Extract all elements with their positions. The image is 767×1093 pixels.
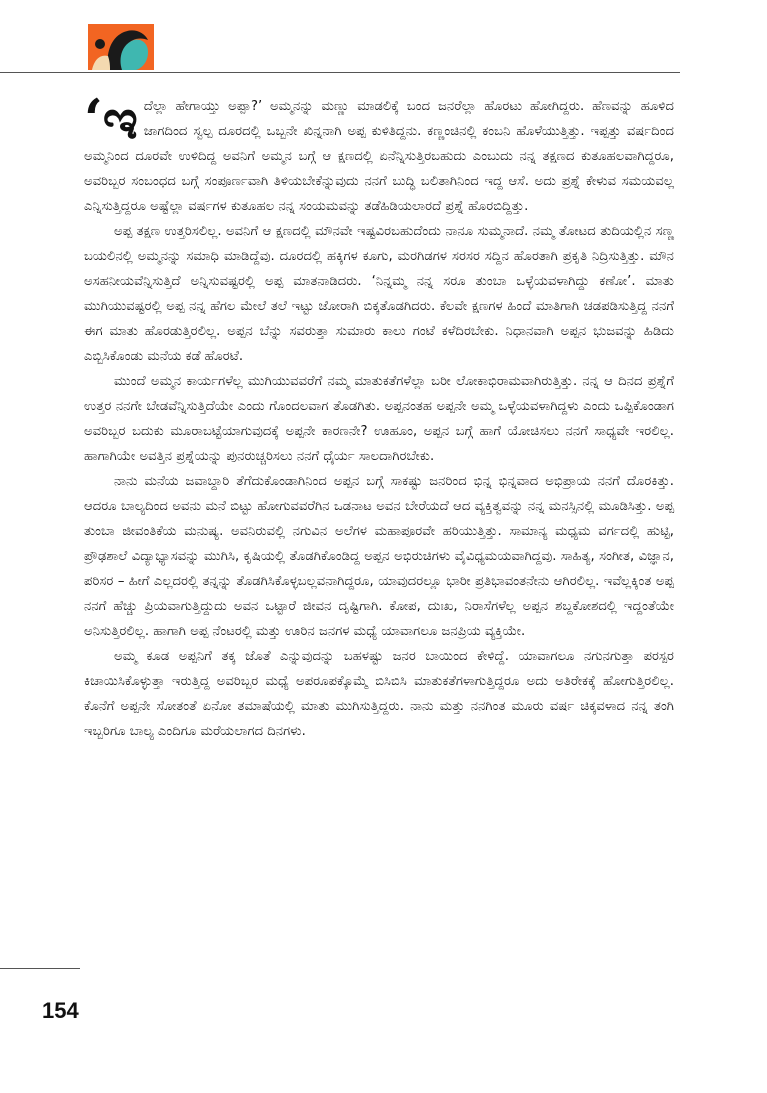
article-body bbox=[84, 87, 674, 744]
paragraph-5: ಅಮ್ಮ ಕೂಡ ಅಪ್ಪನಿಗೆ ತಕ್ಕ ಜೊತೆ ಎನ್ನುವುದನ್ನು ಬಹಳಷ್ಟು ಜನರ ಬಾಯಿಂದ ಕೇಳಿದ್ದೆ. ಯಾವಾಗಲೂ ನಗುನಗುತ್ತಾ ಪರಸ್ಪರ ಕಿಚಾಯಿಸಿಕೊಳ್ಳುತ್ತಾ ಇರುತ್ತಿದ್ದ ಅವರಿಬ್ಬರ ಮಧ್ಯೆ ಅಪರೂಪಕ್ಕೊಮ್ಮೆ ಬಿಸಿಬಿಸಿ ಮಾತುಕತೆಗಳಾಗುತ್ತಿದ್ದರೂ ಅದು ಅತಿರೇಕಕ್ಕೆ ಹೋಗುತ್ತಿರಲಿಲ್ಲ. ಕೊನೆಗೆ ಅಪ್ಪನೇ ಸೋತಂತೆ ಏನೋ ತಮಾಷೆಯಲ್ಲಿ ಮಾತು ಮುಗಿಸುತ್ತಿದ್ದರು. ನಾನು ಮತ್ತು ನನಗಿಂತ ಮೂರು ವರ್ಷ ಚಿಕ್ಕವಳಾದ ನನ್ನ ತಂಗಿ ಇಬ್ಬರಿಗೂ ಬಾಲ್ಯ ಎಂದಿಗೂ ಮರೆಯಲಾಗದ ದಿನಗಳು. bbox=[84, 649, 674, 739]
paragraph-4: ನಾನು ಮನೆಯ ಜವಾಬ್ದಾರಿ ತೆಗೆದುಕೊಂಡಾಗಿನಿಂದ ಅಪ್ಪನ ಬಗ್ಗೆ ಸಾಕಷ್ಟು ಜನರಿಂದ ಭಿನ್ನ ಭಿನ್ನವಾದ ಅಭಿಪ್ರಾಯ ನನಗೆ ದೊರಕಿತ್ತು. ಆದರೂ ಬಾಲ್ಯದಿಂದ ಅವನು ಮನೆ ಬಿಟ್ಟು ಹೋಗುವವರೆಗಿನ ಒಡನಾಟ ಅವನ ಬೇರೆಯದೆ ಆದ ವ್ಯಕ್ತಿತ್ವವನ್ನು ನನ್ನ ಮನಸ್ಸಿನಲ್ಲಿ ಮೂಡಿಸಿತ್ತು. ಅಪ್ಪ ತುಂಬಾ ಜೀವಂತಿಕೆಯ ಮನುಷ್ಯ. ಅವನಿರುವಲ್ಲಿ ನಗುವಿನ ಅಲೆಗಳ ಮಹಾಪೂರವೇ ಹರಿಯುತ್ತಿತ್ತು. ಸಾಮಾನ್ಯ ಮಧ್ಯಮ ವರ್ಗದಲ್ಲಿ ಹುಟ್ಟಿ, ಪ್ರೌಢಶಾಲೆ ವಿದ್ಯಾಭ್ಯಾಸವನ್ನು ಮುಗಿಸಿ, ಕೃಷಿಯಲ್ಲಿ ತೊಡಗಿಕೊಂಡಿದ್ದ ಅಪ್ಪನ ಅಭಿರುಚಿಗಳು ವೈವಿಧ್ಯಮಯವಾಗಿದ್ದವು. ಸಾಹಿತ್ಯ, ಸಂಗೀತ, ವಿಜ್ಞಾನ, ಪರಿಸರ – ಹೀಗೆ ಎಲ್ಲದರಲ್ಲಿ ತನ್ನನ್ನು ತೊಡಗಿಸಿಕೊಳ್ಳಬಲ್ಲವನಾಗಿದ್ದರೂ, ಯಾವುದರಲ್ಲೂ ಭಾರೀ ಪ್ರತಿಭಾವಂತನೇನು ಆಗಿರಲಿಲ್ಲ. ಇವೆಲ್ಲಕ್ಕಿಂತ ಅಪ್ಪ ನನಗೆ ಹೆಚ್ಚು ಪ್ರಿಯವಾಗುತ್ತಿದ್ದುದು ಅವನ ಒಟ್ಟಾರೆ ಜೀವನ ದೃಷ್ಟಿಗಾಗಿ. ಕೋಪ, ದುಃಖ, ನಿರಾಸೆಗಳೆಲ್ಲ ಅಪ್ಪನ ಶಬ್ದಕೋಶದಲ್ಲಿ ಇದ್ದಂತೆಯೇ ಅನಿಸುತ್ತಿರಲಿಲ್ಲ. ಹಾಗಾಗಿ ಅಪ್ಪ ನೆಂಟರಲ್ಲಿ ಮತ್ತು ಊರಿನ ಜನಗಳ ಮಧ್ಯೆ ಯಾವಾಗಲೂ ಜನಪ್ರಿಯ ವ್ಯಕ್ತಿಯೇ. bbox=[84, 474, 674, 639]
face-illustration-icon bbox=[88, 24, 154, 70]
header-divider bbox=[0, 72, 680, 73]
page-number: 154 bbox=[42, 998, 79, 1023]
paragraph-1-text: ದೆಲ್ಲಾ ಹೇಗಾಯ್ತು ಅಪ್ಪಾ?’ ಅಮ್ಮನನ್ನು ಮಣ್ಣು ಮಾಡಲಿಕ್ಕೆ ಬಂದ ಜನರೆಲ್ಲಾ ಹೊರಟು ಹೋಗಿದ್ದರು. ಹೆಣವನ್ನು ಹೂಳಿದ ಜಾಗದಿಂದ ಸ್ವಲ್ಪ ದೂರದಲ್ಲಿ ಒಬ್ಬನೇ ಖಿನ್ನನಾಗಿ ಅಪ್ಪ ಕುಳಿತಿದ್ದನು. ಕಣ್ಣಂಚಿನಲ್ಲಿ ಕಂಬನಿ ಹೊಳೆಯುತ್ತಿತ್ತು. ಇಪ್ಪತ್ತು ವರ್ಷದಿಂದ ಅಮ್ಮನಿಂದ ದೂರವೇ ಉಳಿದಿದ್ದ ಅವನಿಗೆ ಅಮ್ಮನ ಬಗ್ಗೆ ಆ ಕ್ಷಣದಲ್ಲಿ ಏನೆನ್ನಿಸುತ್ತಿರಬಹುದು ಎಂಬುದು ನನ್ನ ತಕ್ಷಣದ ಕುತೂಹಲವಾಗಿದ್ದರೂ, ಅವರಿಬ್ಬರ ಸಂಬಂಧದ ಬಗ್ಗೆ ಸಂಪೂರ್ಣವಾಗಿ ತಿಳಿಯಬೇಕೆನ್ನುವುದು ನನಗೆ ಬುದ್ಧಿ ಬಲಿತಾಗಿನಿಂದ ಇದ್ದ ಆಸೆ. ಅದು ಪ್ರಶ್ನೆ ಕೇಳುವ ಸಮಯವಲ್ಲ ಎನ್ನಿಸುತ್ತಿದ್ದರೂ ಅಷ್ಟೆಲ್ಲಾ ವರ್ಷಗಳ ಕುತೂಹಲ ನನ್ನ ಸಂಯಮವನ್ನು ತಡೆಹಿಡಿಯಲಾರದೆ ಪ್ರಶ್ನೆ ಹೊರಬಿದ್ದಿತ್ತು. bbox=[84, 99, 674, 214]
magazine-logo bbox=[88, 24, 154, 70]
paragraph-3: ಮುಂದೆ ಅಮ್ಮನ ಕಾರ್ಯಗಳೆಲ್ಲ ಮುಗಿಯುವವರೆಗೆ ನಮ್ಮ ಮಾತುಕತೆಗಳೆಲ್ಲಾ ಬರೀ ಲೋಕಾಭಿರಾಮವಾಗಿರುತ್ತಿತ್ತು. ನನ್ನ ಆ ದಿನದ ಪ್ರಶ್ನೆಗೆ ಉತ್ತರ ನನಗೇ ಬೇಡವೆನ್ನಿಸುತ್ತಿದೆಯೇ ಎಂದು ಗೊಂದಲವಾಗ ತೊಡಗಿತು. ಅಪ್ಪನಂತಹ ಅಪ್ಪನೇ ಅಮ್ಮ ಒಳ್ಳೆಯವಳಾಗಿದ್ದಳು ಎಂದು ಒಪ್ಪಿಕೊಂಡಾಗ ಅವರಿಬ್ಬರ ಬದುಕು ಮೂರಾಬಟ್ಟೆಯಾಗುವುದಕ್ಕೆ ಅಪ್ಪನೇ ಕಾರಣನೇ? ಊಹೂಂ, ಅಪ್ಪನ ಬಗ್ಗೆ ಹಾಗೆ ಯೋಚಿಸಲು ನನಗೆ ಸಾಧ್ಯವೇ ಇರಲಿಲ್ಲ. ಹಾಗಾಗಿಯೇ ಅವತ್ತಿನ ಪ್ರಶ್ನೆಯನ್ನು ಪುನರುಚ್ಚರಿಸಲು ನನಗೆ ಧೈರ್ಯ ಸಾಲದಾಗಿರಬೇಕು. bbox=[84, 374, 674, 464]
drop-cap: ‘ಇ bbox=[84, 87, 138, 151]
footer-divider bbox=[0, 968, 80, 969]
paragraph-1 bbox=[84, 87, 674, 219]
paragraph-2: ಅಪ್ಪ ತಕ್ಷಣ ಉತ್ತರಿಸಲಿಲ್ಲ. ಅವನಿಗೆ ಆ ಕ್ಷಣದಲ್ಲಿ ಮೌನವೇ ಇಷ್ಟವಿರಬಹುದೆಂದು ನಾನೂ ಸುಮ್ಮನಾದೆ. ನಮ್ಮ ತೋಟದ ತುದಿಯಲ್ಲಿನ ಸಣ್ಣ ಬಯಲಿನಲ್ಲಿ ಅಮ್ಮನನ್ನು ಸಮಾಧಿ ಮಾಡಿದ್ದೆವು. ದೂರದಲ್ಲಿ ಹಕ್ಕಿಗಳ ಕೂಗು, ಮರಗಿಡಗಳ ಸರಸರ ಸದ್ದಿನ ಹೊರತಾಗಿ ಪ್ರಕೃತಿ ನಿದ್ರಿಸುತ್ತಿತ್ತು. ಮೌನ ಅಸಹನೀಯವೆನ್ನಿಸುತ್ತಿದೆ ಅನ್ನಿಸುವಷ್ಟರಲ್ಲಿ ಅಪ್ಪ ಮಾತನಾಡಿದರು. ‘ನಿನ್ನಮ್ಮ ನನ್ನ ಸರೂ ತುಂಬಾ ಒಳ್ಳೆಯವಳಾಗಿದ್ದು ಕಣೋ’. ಮಾತು ಮುಗಿಯುವಷ್ಟರಲ್ಲಿ ಅಪ್ಪ ನನ್ನ ಹೆಗಲ ಮೇಲೆ ತಲೆ ಇಟ್ಟು ಜೋರಾಗಿ ಬಿಕ್ಕತೊಡಗಿದರು. ಕೆಲವೇ ಕ್ಷಣಗಳ ಹಿಂದೆ ಮಾತಿಗಾಗಿ ಚಡಪಡಿಸುತ್ತಿದ್ದ ನನಗೆ ಈಗ ಮಾತು ಹೊರಡುತ್ತಿರಲಿಲ್ಲ. ಅಪ್ಪನ ಬೆನ್ನು ಸವರುತ್ತಾ ಸುಮಾರು ಕಾಲು ಗಂಟೆ ಕಳೆದಿರಬೇಕು. ನಿಧಾನವಾಗಿ ಅಪ್ಪನ ಭುಜವನ್ನು ಹಿಡಿದು ಎಬ್ಬಿಸಿಕೊಂಡು ಮನೆಯ ಕಡೆ ಹೊರಟೆ. bbox=[84, 224, 674, 364]
